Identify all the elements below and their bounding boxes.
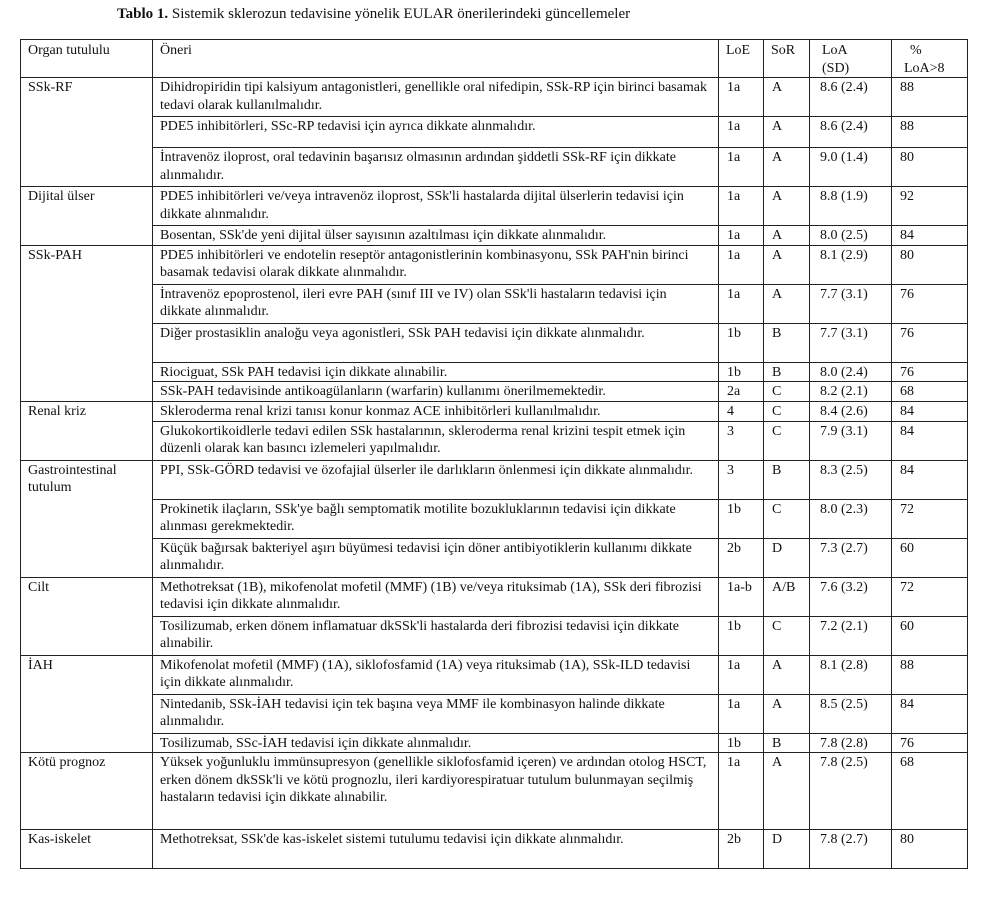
organ-cell — [21, 499, 153, 538]
pct-cell: 84 — [892, 460, 968, 499]
loe-cell: 1a — [719, 148, 764, 187]
table-row — [21, 148, 968, 187]
pct-cell: 76 — [892, 733, 968, 753]
sor-cell: A — [764, 694, 810, 733]
table-row — [21, 830, 968, 869]
sor-cell: D — [764, 538, 810, 577]
loe-cell: 1a — [719, 753, 764, 830]
organ-cell: Kötü prognoz — [21, 753, 153, 830]
loe-cell: 3 — [719, 421, 764, 460]
organ-cell — [21, 421, 153, 460]
table-row — [21, 655, 968, 694]
caption-label: Tablo 1. — [117, 6, 169, 22]
pct-cell: 76 — [892, 284, 968, 323]
recommendation-cell: SSk-PAH tedavisinde antikoagülanların (warfarin) kullanımı önerilmemektedir. — [153, 382, 719, 402]
header-organ: Organ tutululu — [21, 40, 153, 78]
organ-cell: İAH — [21, 655, 153, 694]
organ-cell — [21, 117, 153, 148]
pct-cell: 72 — [892, 499, 968, 538]
loe-cell: 1b — [719, 499, 764, 538]
loa-cell: 8.5 (2.5) — [810, 694, 892, 733]
table-caption — [117, 6, 630, 23]
header-sor: SoR — [764, 40, 810, 78]
loa-cell: 7.8 (2.5) — [810, 753, 892, 830]
loe-cell: 1b — [719, 362, 764, 382]
loa-cell: 8.8 (1.9) — [810, 187, 892, 226]
loe-cell: 2a — [719, 382, 764, 402]
organ-cell — [21, 538, 153, 577]
pct-cell: 76 — [892, 362, 968, 382]
organ-cell: SSk-PAH — [21, 245, 153, 284]
loe-cell: 2b — [719, 830, 764, 869]
pct-cell: 84 — [892, 401, 968, 421]
recommendation-cell: PDE5 inhibitörleri ve endotelin reseptör antagonistlerinin kombinasyonu, SSk PAH'nin birinci basamak tedavisi olarak dikkate alınmalıdır. — [153, 245, 719, 284]
pct-cell: 80 — [892, 245, 968, 284]
sor-cell: C — [764, 499, 810, 538]
recommendation-cell: Methotreksat, SSk'de kas-iskelet sistemi tutulumu tedavisi için dikkate alınmalıdır. — [153, 830, 719, 869]
loa-cell: 8.1 (2.8) — [810, 655, 892, 694]
table-body — [21, 78, 968, 869]
pct-cell: 68 — [892, 753, 968, 830]
sor-cell: A — [764, 753, 810, 830]
table-row — [21, 421, 968, 460]
header-row — [21, 40, 968, 78]
sor-cell: B — [764, 460, 810, 499]
loa-cell: 8.4 (2.6) — [810, 401, 892, 421]
loa-cell: 8.6 (2.4) — [810, 78, 892, 117]
loa-cell: 7.9 (3.1) — [810, 421, 892, 460]
organ-cell — [21, 148, 153, 187]
recommendation-cell: Glukokortikoidlerle tedavi edilen SSk hastalarının, skleroderma renal krizini tespit etmek için düzenli olarak kan basıncı izlemeleri yapılmalıdır. — [153, 421, 719, 460]
sor-cell: B — [764, 362, 810, 382]
table-row — [21, 187, 968, 226]
recommendation-cell: Prokinetik ilaçların, SSk'ye bağlı semptomatik motilite bozukluklarının tedavisi için dikkate alınması gerekmektedir. — [153, 499, 719, 538]
table-row — [21, 117, 968, 148]
organ-cell — [21, 323, 153, 362]
recommendation-cell: Tosilizumab, erken dönem inflamatuar dkSSk'li hastalarda deri fibrozisi tedavisi için dikkate alınabilir. — [153, 616, 719, 655]
loe-cell: 1b — [719, 733, 764, 753]
loa-cell: 9.0 (1.4) — [810, 148, 892, 187]
loa-cell: 7.7 (3.1) — [810, 323, 892, 362]
organ-cell — [21, 284, 153, 323]
loa-cell: 8.2 (2.1) — [810, 382, 892, 402]
recommendation-cell: İntravenöz iloprost, oral tedavinin başarısız olmasının ardından şiddetli SSk-RF için dikkate alınmalıdır. — [153, 148, 719, 187]
recommendation-cell: Yüksek yoğunluklu immünsupresyon (genellikle siklofosfamid içeren) ve ardından otolog HSCT, erken dönem dkSSk'li ve kötü prognozlu, ileri kardiyorespiratuar tutulum bulunmayan seçilmiş hastaların tedavisi için dikkate alınabilir. — [153, 753, 719, 830]
recommendation-cell: Tosilizumab, SSc-İAH tedavisi için dikkate alınmalıdır. — [153, 733, 719, 753]
table-row — [21, 78, 968, 117]
loa-cell: 8.0 (2.3) — [810, 499, 892, 538]
recommendation-cell: Bosentan, SSk'de yeni dijital ülser sayısının azaltılması için dikkate alınmalıdır. — [153, 226, 719, 246]
loa-cell: 8.0 (2.5) — [810, 226, 892, 246]
table-row — [21, 499, 968, 538]
pct-cell: 84 — [892, 226, 968, 246]
organ-cell: SSk-RF — [21, 78, 153, 117]
loa-cell: 7.6 (3.2) — [810, 577, 892, 616]
loe-cell: 1a — [719, 78, 764, 117]
loe-cell: 1a — [719, 245, 764, 284]
loe-cell: 4 — [719, 401, 764, 421]
table-row — [21, 694, 968, 733]
loe-cell: 1a — [719, 694, 764, 733]
loa-cell: 7.2 (2.1) — [810, 616, 892, 655]
header-pct: % LoA>8 — [892, 40, 968, 78]
table-row — [21, 616, 968, 655]
loa-cell: 8.3 (2.5) — [810, 460, 892, 499]
table-row — [21, 753, 968, 830]
recommendation-cell: Küçük bağırsak bakteriyel aşırı büyümesi tedavisi için döner antibiyotiklerin kullanımı dikkate alınmalıdır. — [153, 538, 719, 577]
recommendation-cell: Mikofenolat mofetil (MMF) (1A), siklofosfamid (1A) veya rituksimab (1A), SSk-ILD tedavisi için dikkate alınmalıdır. — [153, 655, 719, 694]
sor-cell: A — [764, 78, 810, 117]
table-row — [21, 382, 968, 402]
caption-text: Sistemik sklerozun tedavisine yönelik EULAR önerilerindeki güncellemeler — [171, 6, 631, 22]
loa-cell: 7.3 (2.7) — [810, 538, 892, 577]
pct-cell: 84 — [892, 694, 968, 733]
organ-cell: Dijital ülser — [21, 187, 153, 226]
loe-cell: 3 — [719, 460, 764, 499]
loe-cell: 1b — [719, 616, 764, 655]
recommendation-cell: Riociguat, SSk PAH tedavisi için dikkate alınabilir. — [153, 362, 719, 382]
pct-cell: 80 — [892, 830, 968, 869]
sor-cell: B — [764, 323, 810, 362]
sor-cell: A — [764, 226, 810, 246]
recommendation-cell: Methotreksat (1B), mikofenolat mofetil (MMF) (1B) ve/veya rituksimab (1A), SSk deri fibrozisi tedavisi için dikkate alınmalıdır. — [153, 577, 719, 616]
pct-cell: 60 — [892, 538, 968, 577]
table-row — [21, 538, 968, 577]
sor-cell: C — [764, 616, 810, 655]
recommendation-cell: Skleroderma renal krizi tanısı konur konmaz ACE inhibitörleri kullanılmalıdır. — [153, 401, 719, 421]
pct-cell: 76 — [892, 323, 968, 362]
loe-cell: 1a — [719, 117, 764, 148]
loe-cell: 1a — [719, 226, 764, 246]
pct-cell: 68 — [892, 382, 968, 402]
loa-cell: 7.8 (2.8) — [810, 733, 892, 753]
sor-cell: A — [764, 245, 810, 284]
recommendation-cell: Dihidropiridin tipi kalsiyum antagonistleri, genellikle oral nifedipin, SSk-RP için birinci basamak tedavi olarak kullanılmalıdır. — [153, 78, 719, 117]
sor-cell: C — [764, 421, 810, 460]
table-row — [21, 733, 968, 753]
sor-cell: A/B — [764, 577, 810, 616]
loa-cell: 8.1 (2.9) — [810, 245, 892, 284]
recommendation-cell: PDE5 inhibitörleri ve/veya intravenöz iloprost, SSk'li hastalarda dijital ülserlerin tedavisi için dikkate alınmalıdır. — [153, 187, 719, 226]
loa-cell: 8.0 (2.4) — [810, 362, 892, 382]
organ-cell — [21, 382, 153, 402]
pct-cell: 92 — [892, 187, 968, 226]
pct-cell: 72 — [892, 577, 968, 616]
loe-cell: 1b — [719, 323, 764, 362]
loe-cell: 1a — [719, 187, 764, 226]
pct-cell: 88 — [892, 117, 968, 148]
sor-cell: A — [764, 148, 810, 187]
table-row — [21, 284, 968, 323]
sor-cell: A — [764, 187, 810, 226]
loa-cell: 7.7 (3.1) — [810, 284, 892, 323]
organ-cell — [21, 226, 153, 246]
recommendation-cell: İntravenöz epoprostenol, ileri evre PAH (sınıf III ve IV) olan SSk'li hastaların tedavisi için dikkate alınmalıdır. — [153, 284, 719, 323]
header-loa: LoA (SD) — [810, 40, 892, 78]
recommendation-cell: Nintedanib, SSk-İAH tedavisi için tek başına veya MMF ile kombinasyon halinde dikkate alınmalıdır. — [153, 694, 719, 733]
recommendations-table — [20, 39, 968, 869]
header-recommendation: Öneri — [153, 40, 719, 78]
table-row — [21, 460, 968, 499]
loe-cell: 1a-b — [719, 577, 764, 616]
table-row — [21, 245, 968, 284]
sor-cell: C — [764, 382, 810, 402]
organ-cell: Cilt — [21, 577, 153, 616]
organ-cell: Renal kriz — [21, 401, 153, 421]
loe-cell: 1a — [719, 655, 764, 694]
table-row — [21, 323, 968, 362]
pct-cell: 60 — [892, 616, 968, 655]
organ-cell — [21, 694, 153, 733]
recommendation-cell: PDE5 inhibitörleri, SSc-RP tedavisi için ayrıca dikkate alınmalıdır. — [153, 117, 719, 148]
table-row — [21, 226, 968, 246]
loa-cell: 7.8 (2.7) — [810, 830, 892, 869]
sor-cell: A — [764, 117, 810, 148]
pct-cell: 88 — [892, 78, 968, 117]
organ-cell: Kas-iskelet — [21, 830, 153, 869]
table-row — [21, 362, 968, 382]
table-row — [21, 577, 968, 616]
sor-cell: C — [764, 401, 810, 421]
organ-cell — [21, 362, 153, 382]
organ-cell — [21, 616, 153, 655]
sor-cell: D — [764, 830, 810, 869]
pct-cell: 88 — [892, 655, 968, 694]
sor-cell: A — [764, 284, 810, 323]
pct-cell: 84 — [892, 421, 968, 460]
pct-cell: 80 — [892, 148, 968, 187]
table-row — [21, 401, 968, 421]
organ-cell: Gastrointestinal tutulum — [21, 460, 153, 499]
loe-cell: 1a — [719, 284, 764, 323]
sor-cell: A — [764, 655, 810, 694]
loa-cell: 8.6 (2.4) — [810, 117, 892, 148]
recommendation-cell: PPI, SSk-GÖRD tedavisi ve özofajial ülserler ile darlıkların önlenmesi için dikkate alınmalıdır. — [153, 460, 719, 499]
organ-cell — [21, 733, 153, 753]
sor-cell: B — [764, 733, 810, 753]
recommendation-cell: Diğer prostasiklin analoğu veya agonistleri, SSk PAH tedavisi için dikkate alınmalıdır. — [153, 323, 719, 362]
loe-cell: 2b — [719, 538, 764, 577]
header-loe: LoE — [719, 40, 764, 78]
